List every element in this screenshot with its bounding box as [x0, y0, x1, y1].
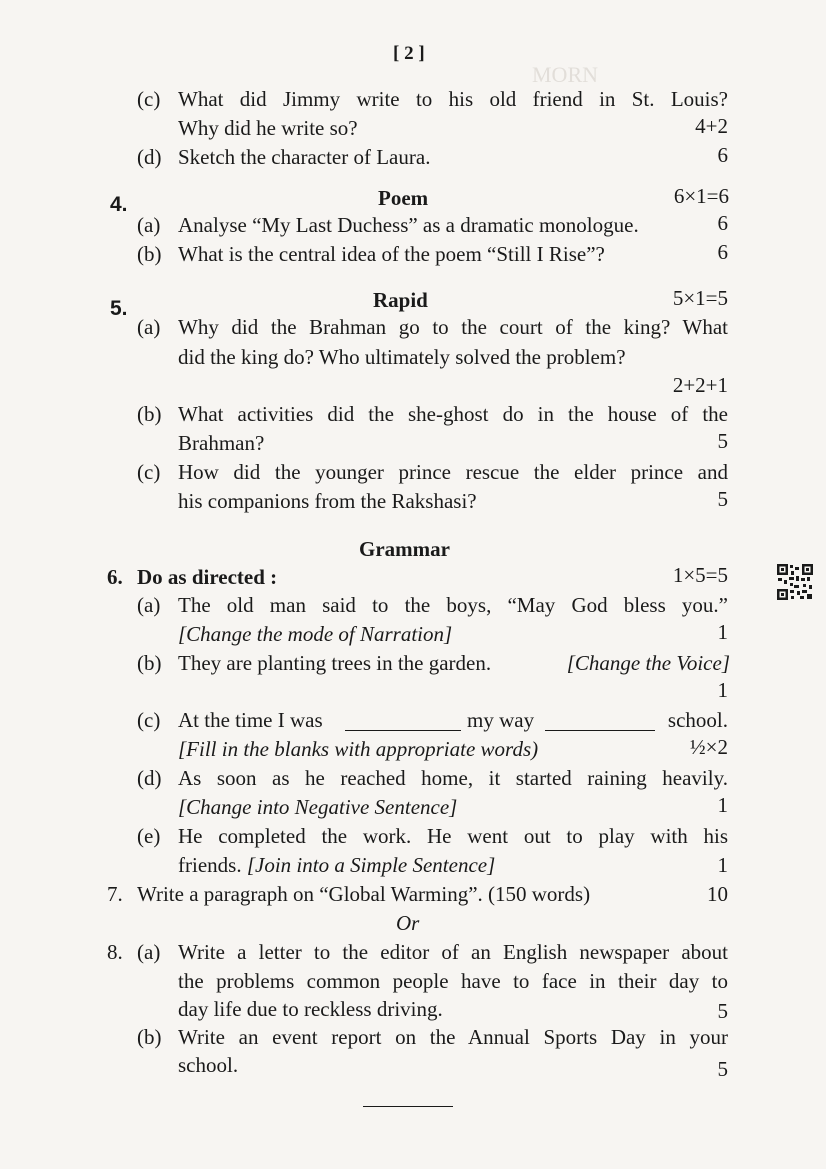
q5c-line1: How did the younger prince rescue the elder prince and [178, 460, 728, 484]
q7-marks: 10 [707, 882, 728, 906]
q7-number: 7. [107, 882, 123, 906]
q3c-line2: Why did he write so? [178, 116, 358, 140]
qr-code-icon [776, 563, 814, 601]
q8a-label: (a) [137, 940, 161, 964]
q6e-line2: friends. [178, 853, 242, 877]
q5a-line1: Why did the Brahman go to the court of the king? What [178, 315, 728, 339]
q6e-marks: 1 [717, 853, 728, 877]
q6a-text: The old man said to the boys, “May God bless you.” [178, 593, 728, 617]
q6c-part3: school. [667, 708, 728, 732]
q6d-label: (d) [137, 766, 162, 790]
q6e-line2-wrap [178, 851, 495, 879]
q6e-line1: He completed the work. He went out to play with his [178, 824, 728, 848]
q3d-marks: 6 [717, 143, 728, 167]
q6e-label: (e) [137, 824, 161, 848]
q8a-marks: 5 [717, 999, 728, 1023]
q5c-marks: 5 [717, 487, 728, 511]
q6d-text: As soon as he reached home, it started raining heavily. [178, 766, 728, 790]
q5a-marks: 2+2+1 [672, 373, 728, 397]
q6c-part1: At the time I was [178, 708, 323, 732]
q6b-line [178, 649, 730, 677]
q5a-label: (a) [137, 315, 161, 339]
q3d-label: (d) [137, 145, 162, 169]
q5-number: 5. [110, 297, 128, 320]
q6c-label: (c) [137, 708, 161, 732]
q4-number: 4. [110, 193, 128, 216]
q8b-label: (b) [137, 1025, 162, 1049]
q4b-label: (b) [137, 242, 162, 266]
q5b-marks: 5 [717, 429, 728, 453]
q4b-marks: 6 [717, 240, 728, 264]
q3d-text: Sketch the character of Laura. [178, 145, 431, 169]
q6a-marks: 1 [717, 620, 728, 644]
q5c-line2: his companions from the Rakshasi? [178, 489, 477, 513]
q6a-label: (a) [137, 593, 161, 617]
q8a-line2: the problems common people have to face in their day to [178, 969, 728, 993]
q8a-line3: day life due to reckless driving. [178, 997, 443, 1021]
q6b-marks: 1 [717, 678, 728, 702]
q6a-instruction: [Change the mode of Narration] [178, 622, 453, 646]
grammar-heading: Grammar [359, 537, 450, 561]
or-divider: Or [396, 911, 420, 935]
q4-heading: Poem [378, 186, 429, 210]
q6-marks: 1×5=5 [672, 563, 728, 587]
q5-marks: 5×1=5 [672, 286, 728, 310]
q3c-label: (c) [137, 87, 161, 111]
q6d-instruction: [Change into Negative Sentence] [178, 795, 458, 819]
q4b-text: What is the central idea of the poem “Still I Rise”? [178, 242, 605, 266]
q8b-marks: 5 [717, 1057, 728, 1081]
q5b-line2: Brahman? [178, 431, 265, 455]
q6e-instruction: [Join into a Simple Sentence] [246, 853, 496, 877]
q6c-blank-2 [545, 712, 655, 731]
q6b-text: They are planting trees in the garden. [178, 651, 492, 675]
q5a-line2: did the king do? Who ultimately solved the problem? [178, 345, 626, 369]
q4a-marks: 6 [717, 211, 728, 235]
q6c-instruction: [Fill in the blanks with appropriate words) [178, 737, 539, 761]
q6c-marks: ½×2 [689, 735, 728, 759]
q4-marks: 6×1=6 [673, 184, 729, 208]
q5b-label: (b) [137, 402, 162, 426]
q5c-label: (c) [137, 460, 161, 484]
q6c-part2: my way [467, 708, 535, 732]
q6b-instruction: [Change the Voice] [566, 651, 730, 675]
q6b-label: (b) [137, 651, 162, 675]
q8b-line1: Write an event report on the Annual Sports Day in your [178, 1025, 728, 1049]
faint-stamp: MORN [532, 62, 599, 87]
q8a-line1: Write a letter to the editor of an English newspaper about [178, 940, 728, 964]
q7-text: Write a paragraph on “Global Warming”. (150 words) [137, 882, 591, 906]
q5-heading: Rapid [373, 288, 428, 312]
q3c-line1: What did Jimmy write to his old friend in St. Louis? [178, 87, 728, 111]
q6c-blank-1 [345, 712, 461, 731]
q8b-line2: school. [178, 1053, 239, 1077]
q6d-marks: 1 [717, 793, 728, 817]
q3c-marks: 4+2 [695, 114, 728, 138]
q8-number: 8. [107, 940, 123, 964]
end-rule [363, 1106, 453, 1107]
q5b-line1: What activities did the she-ghost do in the house of the [178, 402, 728, 426]
q6-number: 6. [107, 565, 123, 589]
q4a-label: (a) [137, 213, 161, 237]
q4a-text: Analyse “My Last Duchess” as a dramatic monologue. [178, 213, 639, 237]
page-number: [ 2 ] [393, 43, 425, 64]
q6-title: Do as directed : [137, 565, 278, 589]
